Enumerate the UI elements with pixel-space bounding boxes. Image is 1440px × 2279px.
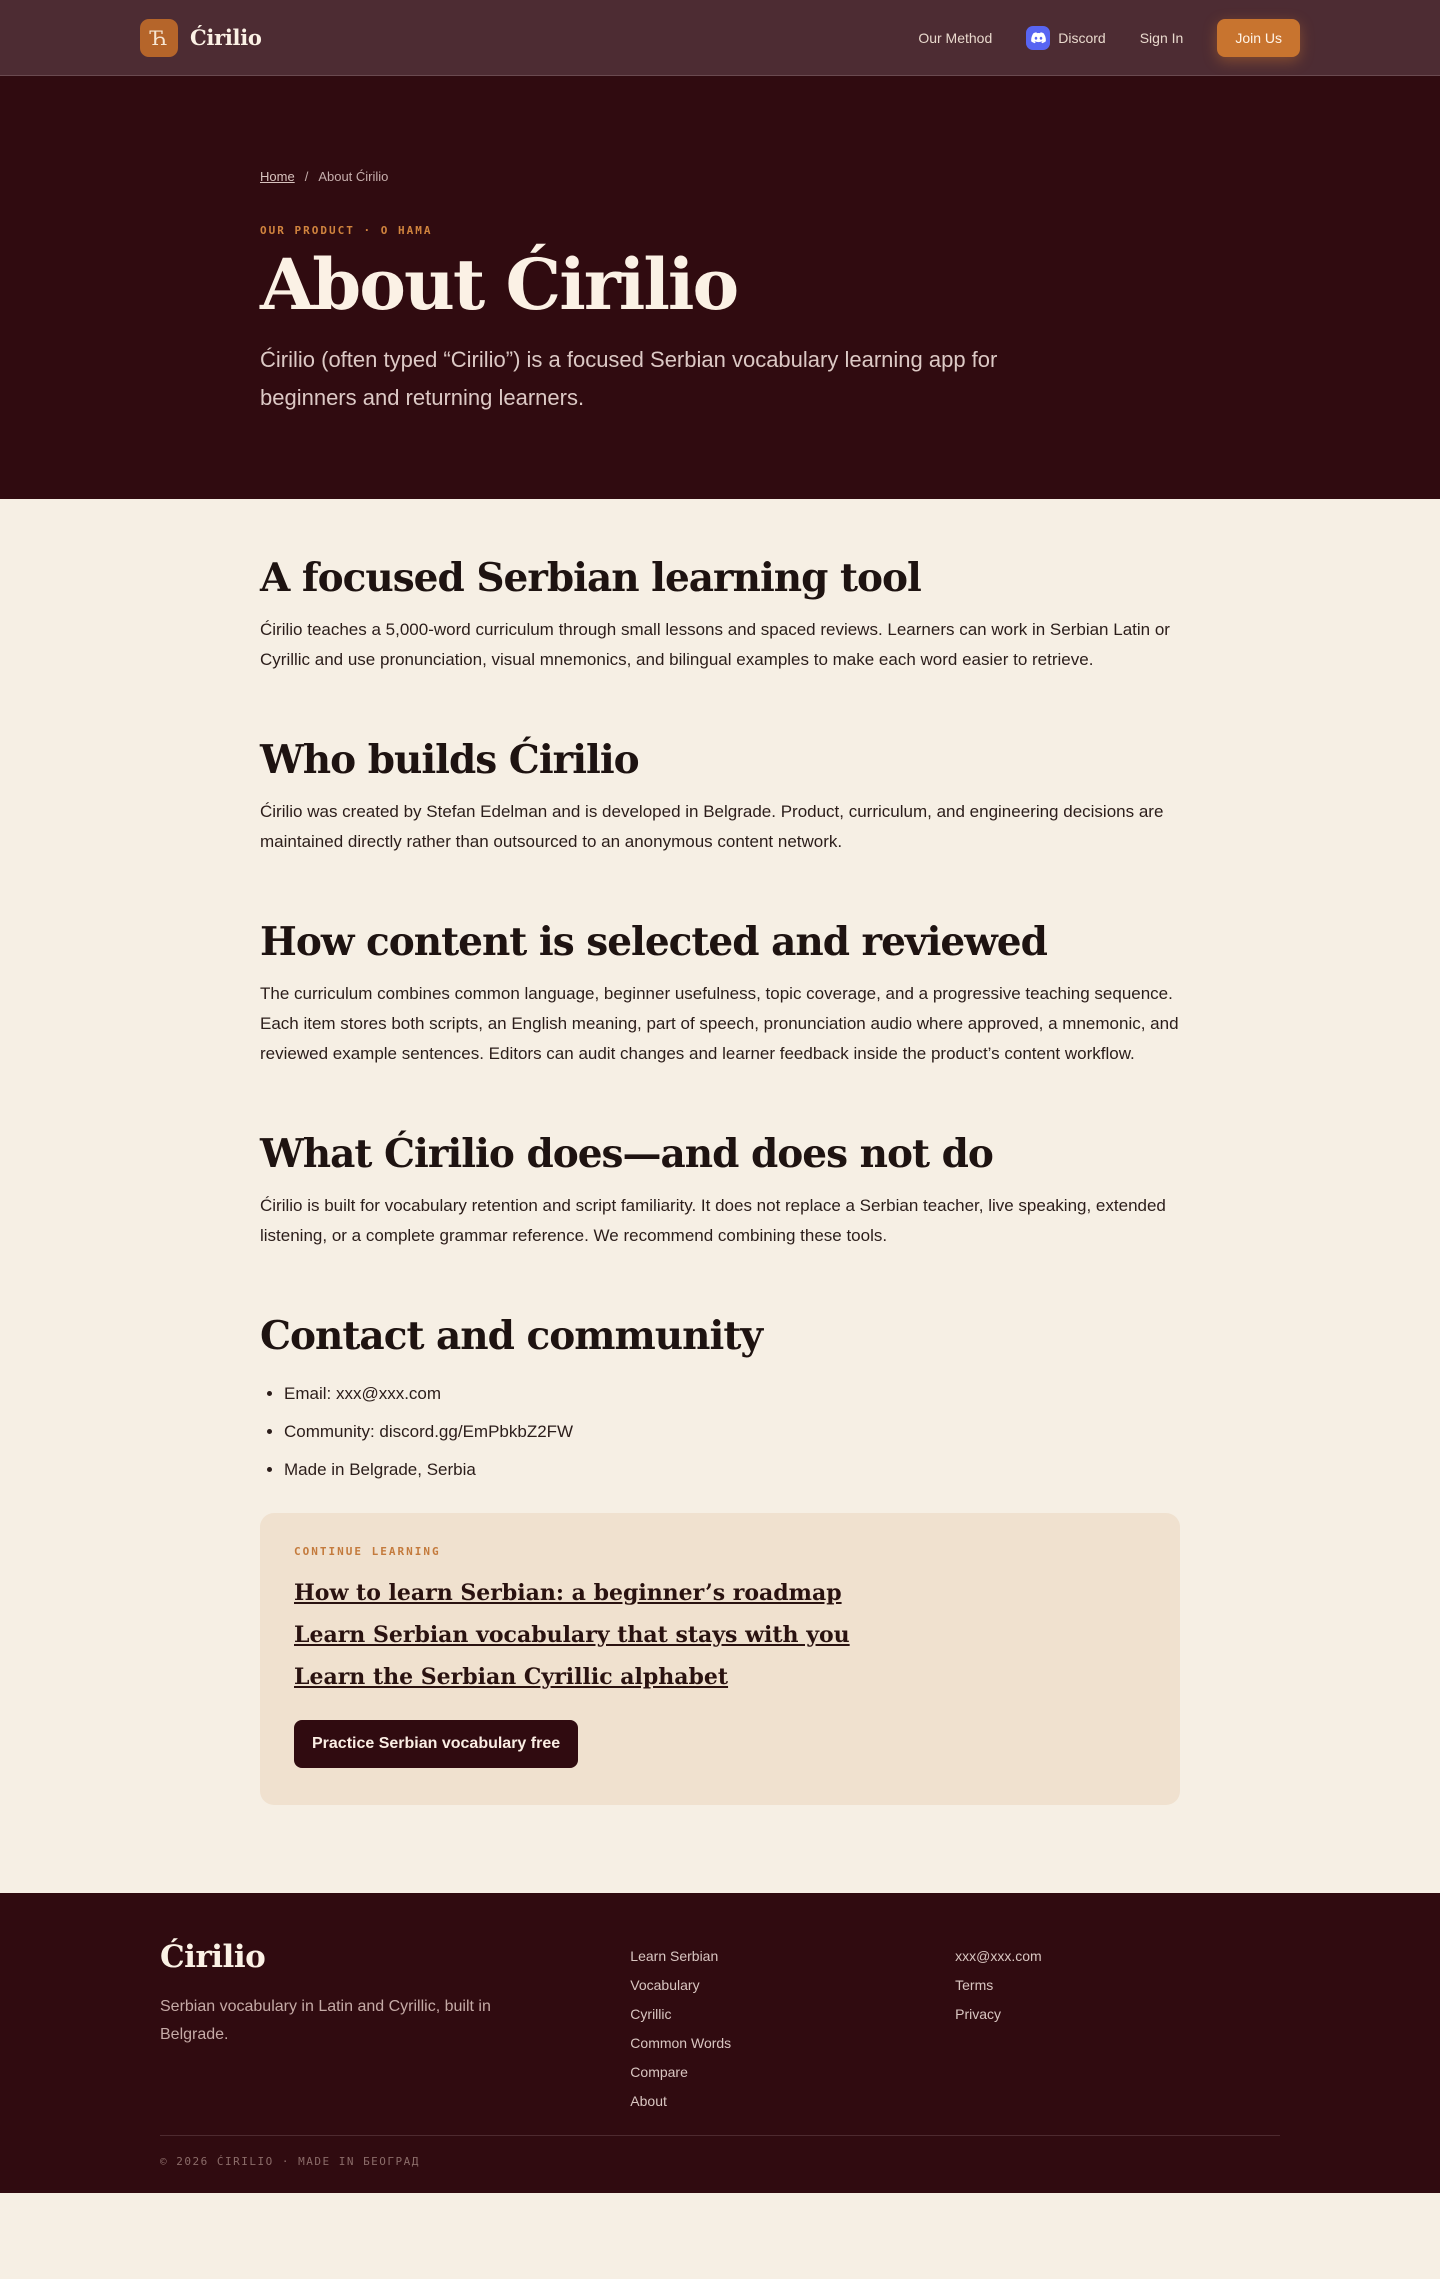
page-title: About Ćirilio xyxy=(260,243,738,326)
section-body: Ćirilio is built for vocabulary retention and script familiarity. It does not replace a Serbian teacher, live speaking, extended listening, or a complete grammar reference. We recommend combining these tools. xyxy=(260,1196,1166,1245)
brand-logo-link[interactable] xyxy=(140,19,262,57)
section-heading: Who builds Ćirilio xyxy=(260,737,639,783)
footer-learn-links xyxy=(630,1939,955,2110)
contact-community: • Community: discord.gg/EmPbkbZ2FW xyxy=(284,1413,1180,1451)
footer-meta-links xyxy=(955,1939,1280,2110)
section-body: Ćirilio was created by Stefan Edelman and is developed in Belgrade. Product, curriculum, and engineering decisions are maintained directly rather than outsourced to an anonymous content network. xyxy=(260,802,1164,851)
hero xyxy=(0,76,1440,499)
breadcrumb-home[interactable]: Home xyxy=(260,169,295,184)
footer-link-vocabulary[interactable]: Vocabulary xyxy=(630,1977,700,1993)
nav-discord-label: Discord xyxy=(1058,29,1106,46)
hero-lead: Ćirilio (often typed “Cirilio”) is a focused Serbian vocabulary learning app for beginners and returning learners. xyxy=(260,347,998,410)
section-heading: What Ćirilio does—and does not do xyxy=(260,1131,993,1177)
section-heading: A focused Serbian learning tool xyxy=(260,555,921,601)
discord-icon xyxy=(1026,26,1050,50)
main-nav xyxy=(918,19,1300,57)
footer-link-terms[interactable]: Terms xyxy=(955,1977,994,1993)
footer-divider xyxy=(160,2135,1280,2136)
section-heading: How content is selected and reviewed xyxy=(260,919,1047,965)
site-header xyxy=(0,0,1440,76)
section-who-builds xyxy=(260,735,1180,857)
main-content xyxy=(0,499,1440,1805)
footer-link-compare[interactable]: Compare xyxy=(630,2064,688,2080)
footer-brand xyxy=(160,1939,630,2110)
section-focused-tool xyxy=(260,553,1180,675)
section-does-and-does-not xyxy=(260,1129,1180,1251)
section-contact xyxy=(260,1311,1180,1489)
hero-eyebrow: OUR PRODUCT · O НАМА xyxy=(260,224,433,237)
nav-discord[interactable] xyxy=(1026,26,1105,50)
cta-link-roadmap[interactable]: How to learn Serbian: a beginner’s roadmap xyxy=(294,1580,842,1606)
footer-brand-name: Ćirilio xyxy=(160,1939,266,1975)
nav-our-method[interactable]: Our Method xyxy=(918,29,993,46)
cta-link-cyrillic[interactable]: Learn the Serbian Cyrillic alphabet xyxy=(294,1664,729,1690)
footer-link-email[interactable]: xxx@xxx.com xyxy=(955,1948,1042,1964)
contact-location: • Made in Belgrade, Serbia xyxy=(284,1451,1180,1489)
breadcrumb-separator: / xyxy=(304,169,309,184)
practice-free-button[interactable]: Practice Serbian vocabulary free xyxy=(294,1720,578,1768)
contact-email: • Email: xxx@xxx.com xyxy=(284,1375,1180,1413)
footer-link-cyrillic[interactable]: Cyrillic xyxy=(630,2006,672,2022)
cta-links xyxy=(294,1572,1146,1698)
join-us-button[interactable]: Join Us xyxy=(1217,19,1300,57)
section-body: The curriculum combines common language, beginner usefulness, topic coverage, and a progressive teaching sequence. Each item stores both scripts, an English meaning, part of speech, pronunciation audio where approved, a mnemonic, and reviewed example sentences. Editors can audit changes and learner feedback inside the product’s content workflow. xyxy=(260,984,1179,1063)
nav-sign-in[interactable]: Sign In xyxy=(1139,29,1184,46)
cta-eyebrow: CONTINUE LEARNING xyxy=(294,1545,441,1558)
brand-name: Ćirilio xyxy=(190,25,262,50)
footer-link-privacy[interactable]: Privacy xyxy=(955,2006,1002,2022)
footer-link-about[interactable]: About xyxy=(630,2093,667,2109)
cta-link-vocabulary[interactable]: Learn Serbian vocabulary that stays with you xyxy=(294,1622,850,1648)
breadcrumb-current: About Ćirilio xyxy=(318,169,389,184)
footer-link-common-words[interactable]: Common Words xyxy=(630,2035,732,2051)
site-footer xyxy=(0,1893,1440,2193)
breadcrumb xyxy=(260,169,1440,184)
footer-tagline: Serbian vocabulary in Latin and Cyrillic, built in Belgrade. xyxy=(160,1998,491,2043)
section-content-review xyxy=(260,917,1180,1069)
footer-copyright: © 2026 ĆIRILIO · MADE IN БЕОГРАД xyxy=(160,2155,420,2168)
section-body: Ćirilio teaches a 5,000-word curriculum through small lessons and spaced reviews. Learners can work in Serbian Latin or Cyrillic and use pronunciation, visual mnemonics, and bilingual examples to make each word easier to retrieve. xyxy=(260,620,1170,669)
contact-list xyxy=(260,1375,1180,1489)
continue-learning-card xyxy=(260,1513,1180,1805)
footer-link-learn-serbian[interactable]: Learn Serbian xyxy=(630,1948,719,1964)
section-heading: Contact and community xyxy=(260,1313,762,1359)
brand-mark-icon: Ћ xyxy=(140,19,178,57)
